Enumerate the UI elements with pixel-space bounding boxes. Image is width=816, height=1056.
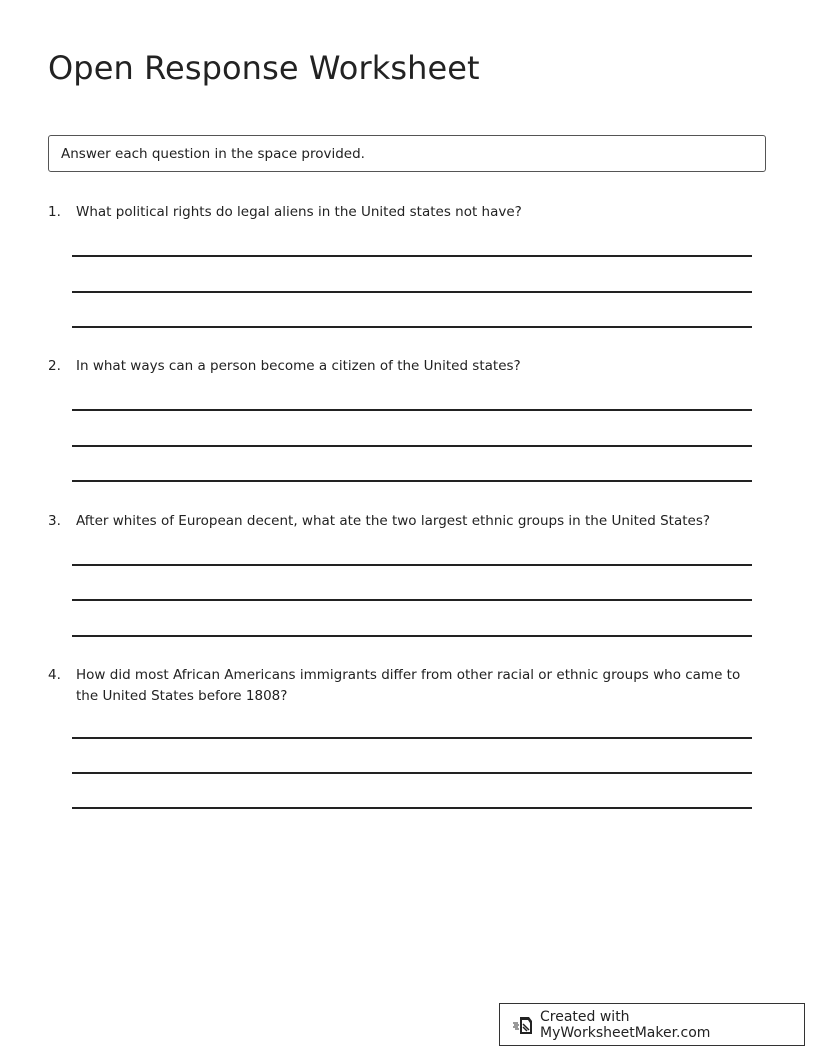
answer-line-4-3[interactable]	[72, 807, 752, 809]
worksheet-maker-logo-icon	[512, 1014, 534, 1036]
footer-text: Created with MyWorksheetMaker.com	[540, 1008, 711, 1041]
answer-line-2-3[interactable]	[72, 480, 752, 482]
question-3	[48, 511, 764, 532]
question-text: In what ways can a person become a citizen of the United states?	[76, 358, 521, 374]
question-text: What political rights do legal aliens in the United states not have?	[76, 204, 522, 220]
answer-line-3-3[interactable]	[72, 635, 752, 637]
instructions-box: Answer each question in the space provided.	[48, 135, 766, 172]
question-text: After whites of European decent, what ate the two largest ethnic groups in the United States?	[76, 513, 711, 529]
question-text: How did most African Americans immigrants differ from other racial or ethnic groups who came to the United States before 1808?	[76, 667, 741, 704]
answer-line-4-1[interactable]	[72, 737, 752, 739]
answer-line-4-2[interactable]	[72, 772, 752, 774]
answer-line-1-2[interactable]	[72, 291, 752, 293]
question-2	[48, 356, 764, 377]
answer-line-2-1[interactable]	[72, 409, 752, 411]
answer-line-1-1[interactable]	[72, 255, 752, 257]
question-1	[48, 202, 764, 223]
question-number: 3.	[48, 513, 61, 529]
footer-badge[interactable]	[499, 1003, 805, 1046]
page-title: Open Response Worksheet	[48, 49, 480, 87]
answer-line-3-1[interactable]	[72, 564, 752, 566]
question-4	[48, 665, 764, 707]
question-number: 2.	[48, 358, 61, 374]
answer-line-2-2[interactable]	[72, 445, 752, 447]
answer-line-1-3[interactable]	[72, 326, 752, 328]
answer-line-3-2[interactable]	[72, 599, 752, 601]
question-number: 4.	[48, 667, 61, 683]
question-number: 1.	[48, 204, 61, 220]
